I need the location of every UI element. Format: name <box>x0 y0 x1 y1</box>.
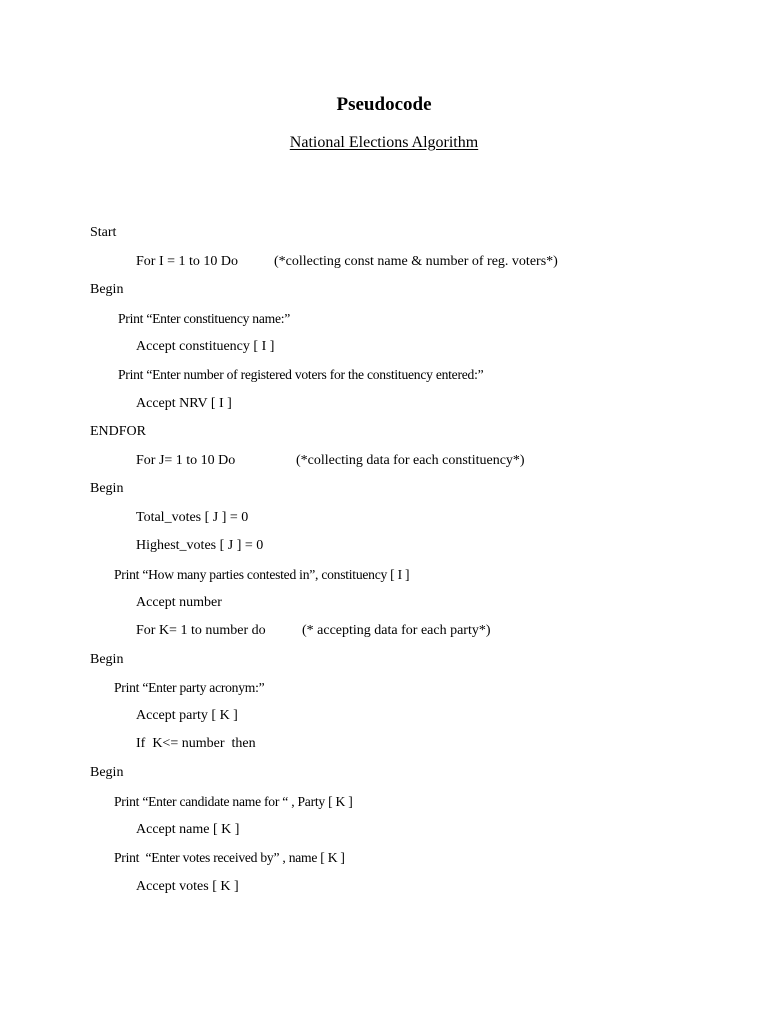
code-line: Accept votes [ K ] <box>136 879 239 894</box>
code-line: Print “Enter party acronym:” <box>114 680 265 695</box>
code-comment: (* accepting data for each party*) <box>302 623 491 638</box>
code-line: Begin <box>90 481 124 496</box>
code-line: Start <box>90 225 117 240</box>
code-line: Total_votes [ J ] = 0 <box>136 510 249 525</box>
code-line: Accept constituency [ I ] <box>136 339 275 354</box>
code-line: Print “Enter votes received by” , name [ K ] <box>114 850 345 865</box>
code-line: For I = 1 to 10 Do <box>136 254 239 269</box>
code-line: Begin <box>90 765 124 780</box>
code-line: Print “How many parties contested in”, constituency [ I ] <box>114 567 410 582</box>
code-line: Print “Enter number of registered voters for the constituency entered:” <box>118 367 484 382</box>
code-line: For K= 1 to number do <box>136 623 266 638</box>
code-comment: (*collecting data for each constituency*) <box>296 453 525 468</box>
document-subtitle-text: National Elections Algorithm <box>289 134 479 151</box>
code-line: If K<= number then <box>136 736 256 751</box>
code-line: Begin <box>90 282 124 297</box>
code-line: Print “Enter constituency name:” <box>118 311 291 326</box>
code-line: Accept party [ K ] <box>136 708 238 723</box>
document-subtitle <box>0 133 768 153</box>
code-line: Print “Enter candidate name for “ , Party [ K ] <box>114 794 353 809</box>
code-line: Accept NRV [ I ] <box>136 396 232 411</box>
code-line: Accept number <box>136 595 222 610</box>
code-comment: (*collecting const name & number of reg. voters*) <box>274 254 558 269</box>
code-line: Begin <box>90 652 124 667</box>
code-line: For J= 1 to 10 Do <box>136 453 236 468</box>
code-line: Highest_votes [ J ] = 0 <box>136 538 264 553</box>
document-title: Pseudocode <box>336 94 432 115</box>
code-line: ENDFOR <box>90 424 147 439</box>
code-line: Accept name [ K ] <box>136 822 240 837</box>
